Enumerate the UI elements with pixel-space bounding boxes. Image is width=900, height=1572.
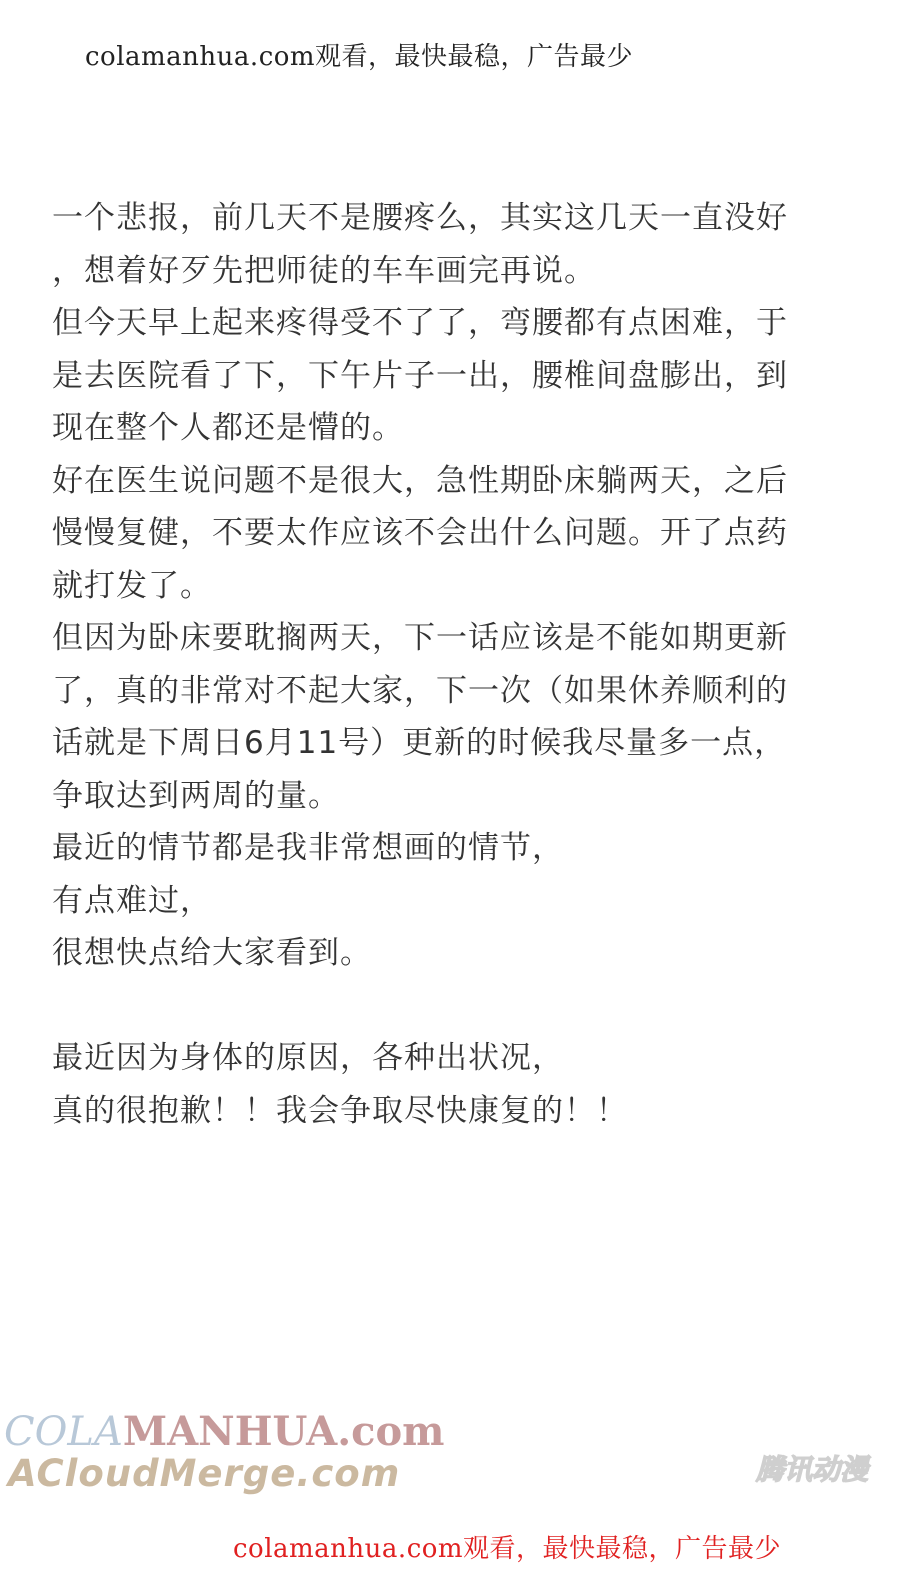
note-line: 最近的情节都是我非常想画的情节， [52, 830, 564, 866]
watermark-cola: COLA [4, 1409, 123, 1455]
note-line: 但今天早上起来疼得受不了了，弯腰都有点困难，于 [52, 305, 788, 341]
author-note [52, 192, 872, 1137]
note-line: 争取达到两周的量。 [52, 777, 340, 814]
tencent-comic-logo [742, 1450, 882, 1488]
note-line: 一个悲报，前几天不是腰疼么，其实这几天一直没好 [52, 200, 788, 236]
note-line: 就打发了。 [52, 567, 212, 604]
note-line: 了，真的非常对不起大家，下一次（如果休养顺利的 [52, 672, 788, 709]
note-line: 话就是下周日6月11号）更新的时候我尽量多一点， [52, 725, 787, 761]
watermark-manhua: MANHUA.com [122, 1408, 445, 1455]
note-line: 慢慢复健，不要太作应该不会出什么问题。开了点药 [52, 515, 788, 551]
watermark-colamanhua [4, 1408, 445, 1455]
note-line: 好在医生说问题不是很大，急性期卧床躺两天，之后 [52, 462, 788, 499]
note-line: 最近因为身体的原因，各种出状况， [52, 1040, 564, 1076]
note-line: 有点难过， [52, 882, 212, 919]
note-line: 很想快点给大家看到。 [52, 935, 372, 971]
note-line: 真的很抱歉！！我会争取尽快康复的！！ [52, 1092, 628, 1129]
tencent-logo-text: 腾讯动漫 [755, 1453, 869, 1486]
top-banner: colamanhua.com观看，最快最稳，广告最少 [85, 42, 634, 72]
note-line: 现在整个人都还是懵的。 [52, 410, 404, 446]
note-line: ，想着好歹先把师徒的车车画完再说。 [52, 252, 596, 289]
watermark-acloudmerge: ACloudMerge.com [8, 1452, 401, 1495]
bottom-banner: colamanhua.com观看，最快最稳，广告最少 [233, 1534, 782, 1564]
paragraph-spacer [52, 980, 872, 1033]
note-line: 但因为卧床要耽搁两天，下一话应该是不能如期更新 [52, 620, 788, 656]
note-line: 是去医院看了下，下午片子一出，腰椎间盘膨出，到 [52, 357, 788, 394]
